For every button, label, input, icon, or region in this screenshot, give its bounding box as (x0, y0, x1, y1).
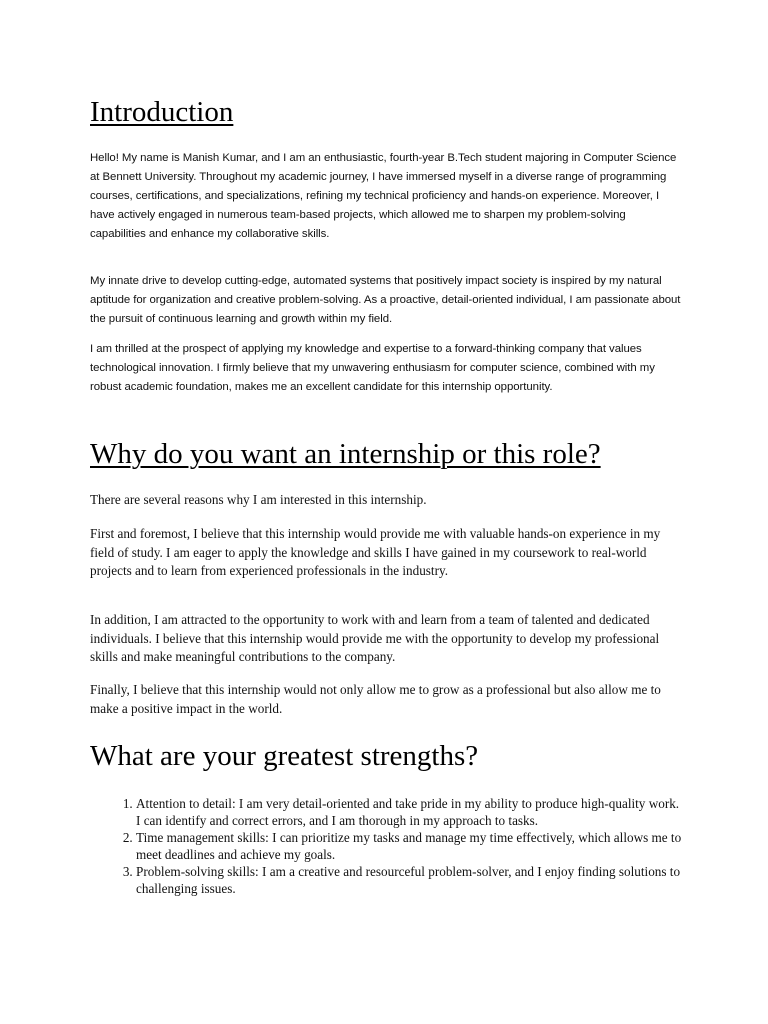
list-item: 2. Time management skills: I can prioritize my tasks and manage my time effectively, which allows me to meet deadlines and achieve my goals. (136, 829, 682, 863)
paragraph-text: Hello! My name is Manish Kumar, and I am an enthusiastic, fourth-year B.Tech student majoring in Computer Science at Bennett University. Throughout my academic journey, I have immersed myself in a diverse range of programming courses, certifications, and specializations, refining my technical proficiency and hands-on experience. Moreover, I have actively engaged in numerous team-based projects, which allowed me to sharpen my problem-solving capabilities and enhance my collaborative skills. (90, 152, 677, 240)
why-internship-heading: Why do you want an internship or this role? (90, 438, 601, 470)
why-paragraph-2 (90, 525, 682, 581)
list-item: 3. Problem-solving skills: I am a creative and resourceful problem-solver, and I enjoy finding solutions to challenging issues. (136, 863, 682, 897)
why-paragraph-1 (90, 491, 682, 510)
introduction-paragraph-3 (90, 340, 682, 397)
introduction-paragraph-1 (90, 149, 682, 244)
introduction-heading: Introduction (90, 96, 234, 128)
why-paragraph-4 (90, 681, 682, 718)
strengths-list (90, 795, 682, 897)
paragraph-text: There are several reasons why I am interested in this internship. (90, 492, 427, 507)
strengths-heading: What are your greatest strengths? (90, 740, 479, 772)
paragraph-text: First and foremost, I believe that this internship would provide me with valuable hands-on experience in my field of study. I am eager to apply the knowledge and skills I have gained in my coursework to real-world projects and to learn from experienced professionals in the industry. (90, 526, 661, 578)
paragraph-text: In addition, I am attracted to the opportunity to work with and learn from a team of talented and dedicated individuals. I believe that this internship would provide me with the opportunity to develop my professional skills and make meaningful contributions to the company. (90, 612, 660, 664)
paragraph-text: My innate drive to develop cutting-edge, automated systems that positively impact society is inspired by my natural aptitude for organization and creative problem-solving. As a proactive, detail-oriented individual, I am passionate about the pursuit of continuous learning and growth within my field. (90, 275, 681, 325)
list-item: 1. Attention to detail: I am very detail-oriented and take pride in my ability to produce high-quality work. I can identify and correct errors, and I am thorough in my approach to tasks. (136, 795, 682, 829)
why-paragraph-3 (90, 611, 682, 667)
paragraph-text: Finally, I believe that this internship would not only allow me to grow as a professional but also allow me to make a positive impact in the world. (90, 682, 661, 716)
introduction-paragraph-2 (90, 272, 682, 329)
paragraph-text: I am thrilled at the prospect of applying my knowledge and expertise to a forward-thinking company that values technological innovation. I firmly believe that my unwavering enthusiasm for computer science, combined with my robust academic foundation, makes me an excellent candidate for this internship opportunity. (90, 343, 655, 393)
